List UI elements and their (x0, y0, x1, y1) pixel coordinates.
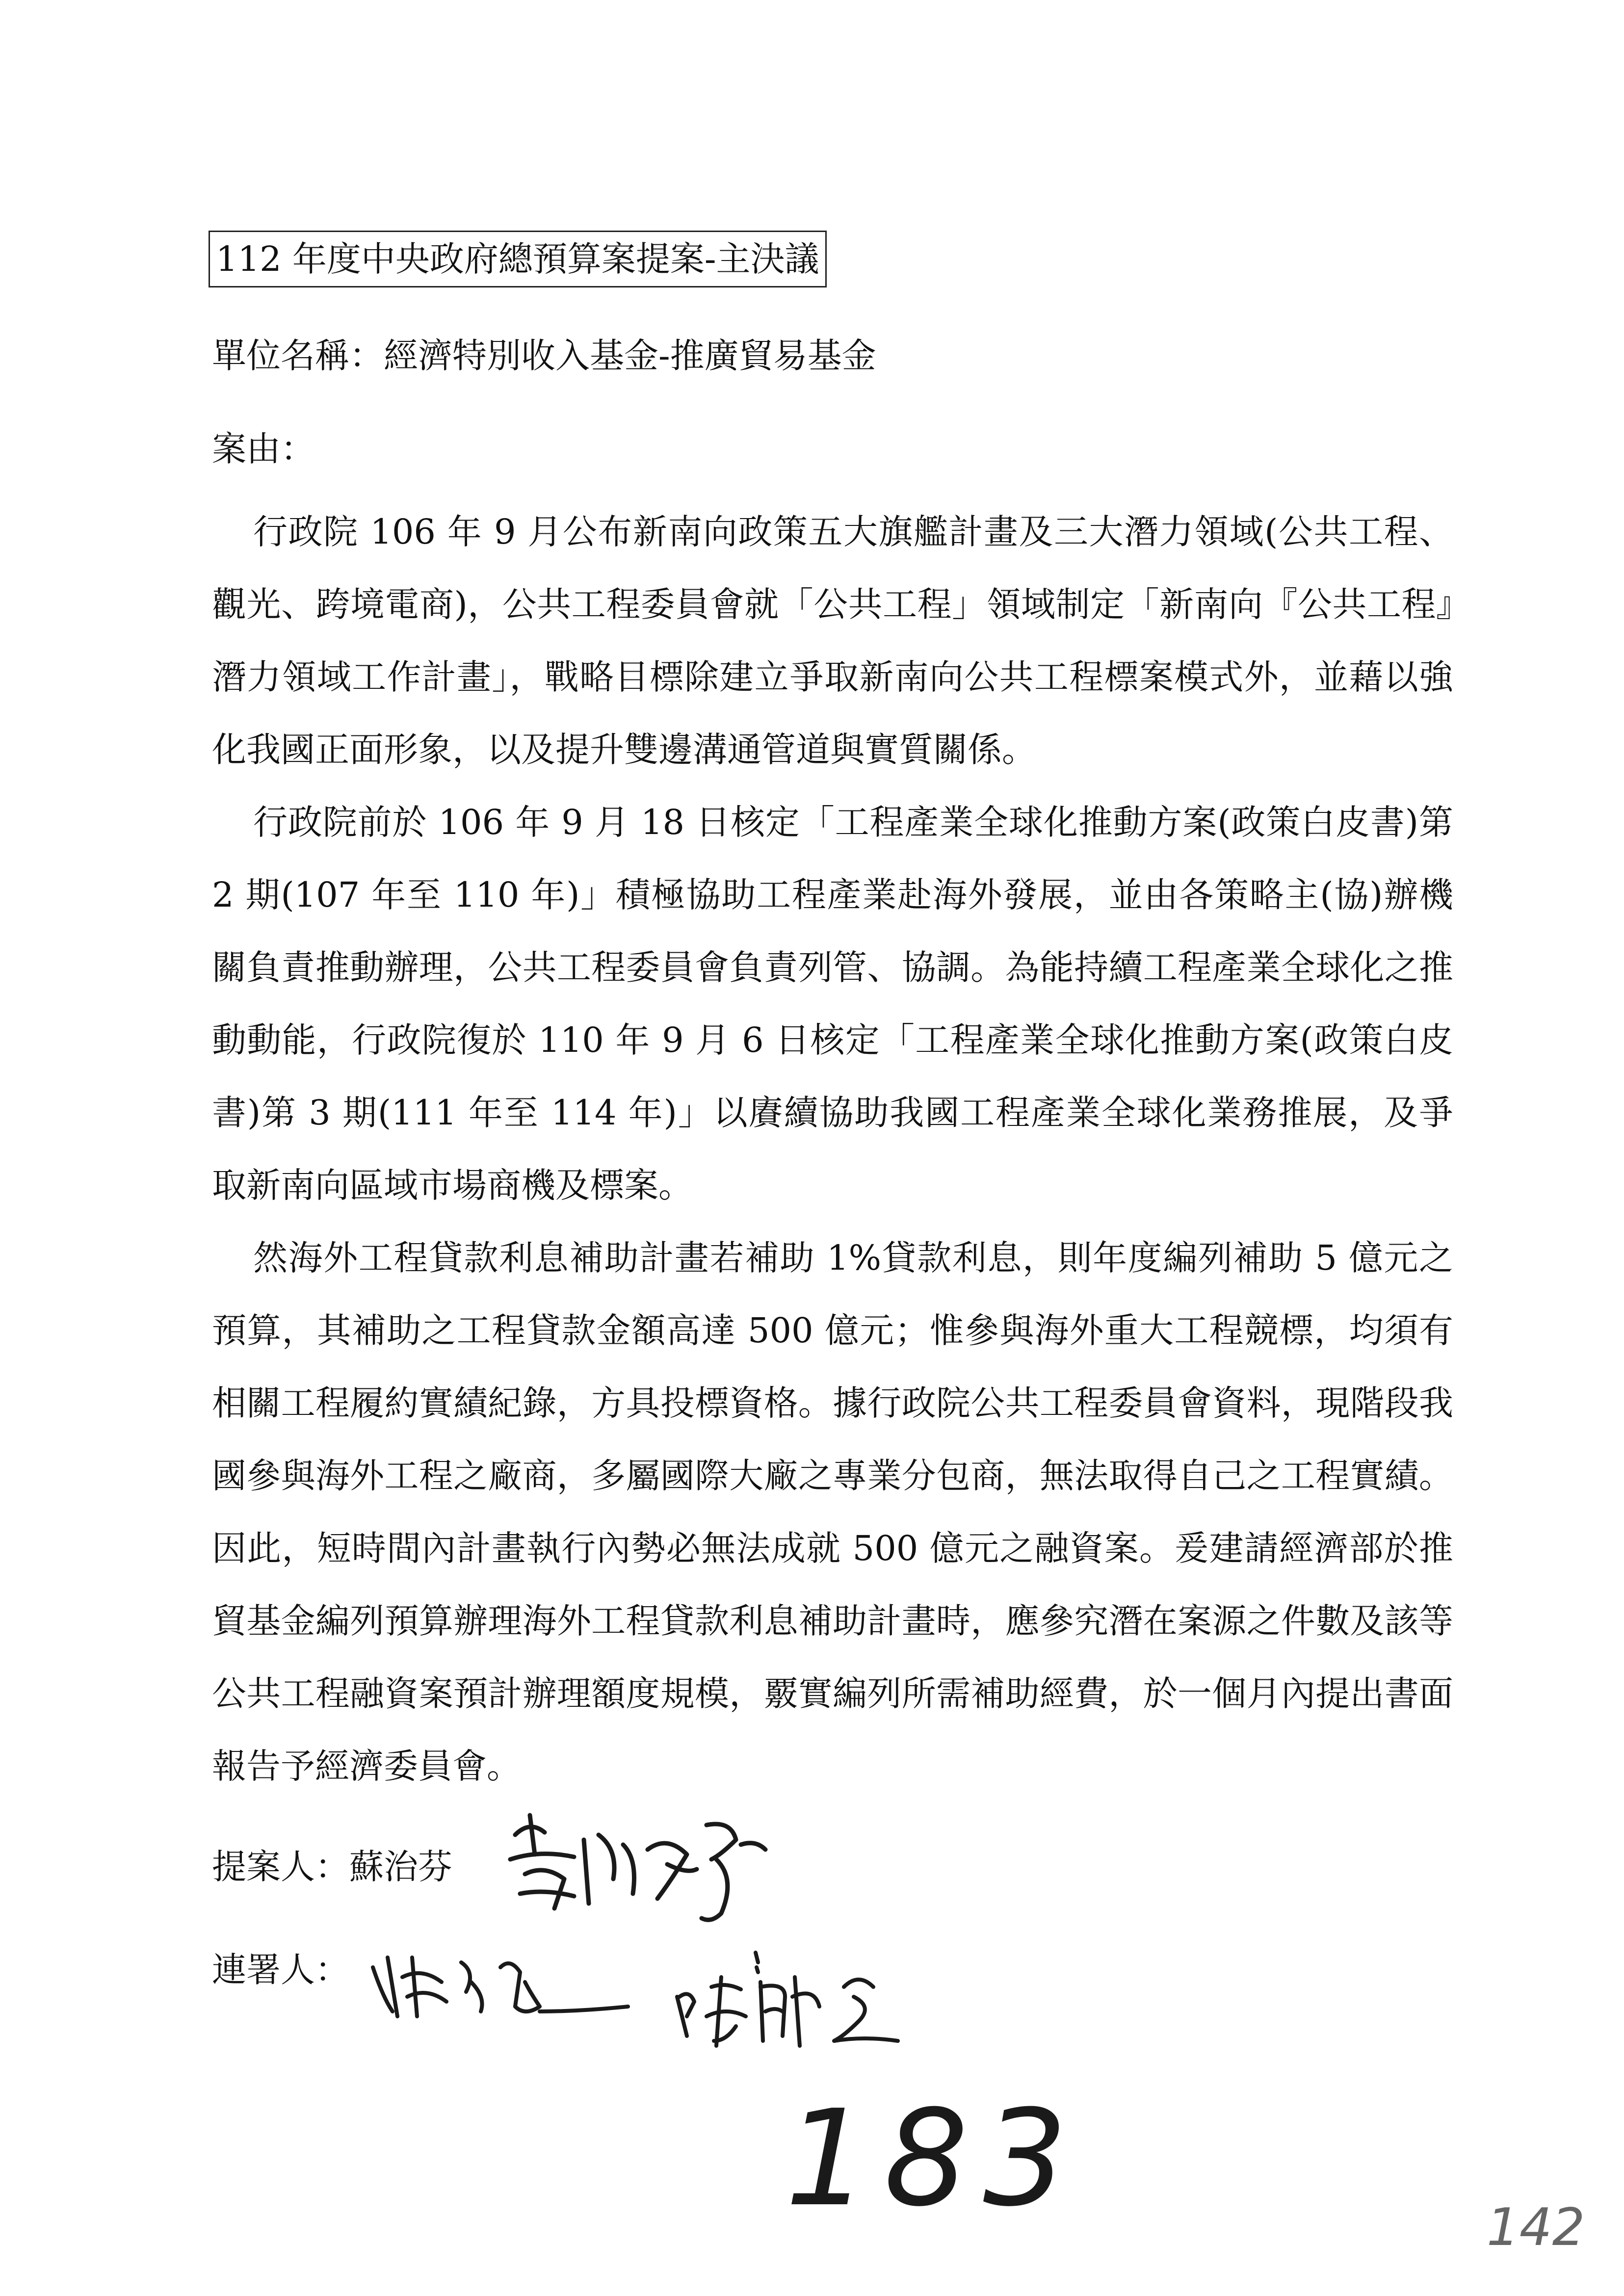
reason-label: 案由： (212, 429, 315, 469)
cosigner-signature (667, 1943, 922, 2061)
cosigner-signature (363, 1938, 638, 2026)
body-paragraph: 行政院前於 106 年 9 月 18 日核定「工程產業全球化推動方案(政策白皮書)第 2 期(107 年至 110 年)」積極協助工程產業赴海外發展，並由各策略主(協)辦機關負責推動辦理，公共工程委員會負責列管、協調。為能持續工程產業全球化之推動動能，行政院復於 110 年 9 月 6 日核定「工程產業全球化推動方案(政策白皮書)第 3 期(111 年至 114 年)」以賡續協助我國工程產業全球化業務推展，及爭取新南向區域市場商機及標案。 (212, 802, 1453, 1205)
handwritten-number: 183 (785, 2081, 1082, 2236)
body-paragraph: 然海外工程貸款利息補助計畫若補助 1%貸款利息，則年度編列補助 5 億元之預算，其補助之工程貸款金額高達 500 億元；惟參與海外重大工程競標，均須有相關工程履約實績紀錄，方具投標資格。據行政院公共工程委員會資料，現階段我國參與海外工程之廠商，多屬國際大廠之專業分包商，無法取得自己之工程實績。因此，短時間內計畫執行內勢必無法成就 500 億元之融資案。爰建請經濟部於推貿基金編列預算辦理海外工程貸款利息補助計畫時，應參究潛在案源之件數及該等公共工程融資案預計辦理額度規模，覈實編列所需補助經費，於一個月內提出書面報告予經濟委員會。 (212, 1238, 1453, 1786)
body-paragraph: 行政院 106 年 9 月公布新南向政策五大旗艦計畫及三大潛力領域(公共工程、觀光、跨境電商)，公共工程委員會就「公共工程」領域制定「新南向『公共工程』潛力領域工作計畫」，戰略目標除建立爭取新南向公共工程標案模式外，並藉以強化我國正面形象，以及提升雙邊溝通管道與實質關係。 (212, 512, 1453, 770)
document-body (212, 496, 1453, 1802)
proposer-signature (500, 1805, 775, 1933)
proposer-line: 提案人：蘇治芬 (212, 1847, 452, 1887)
unit-name: 單位名稱：經濟特別收入基金-推廣貿易基金 (212, 336, 876, 376)
document-title: 112 年度中央政府總預算案提案-主決議 (209, 231, 827, 287)
page-number: 142 (1487, 2197, 1585, 2257)
cosigner-line: 連署人： (212, 1950, 349, 1990)
